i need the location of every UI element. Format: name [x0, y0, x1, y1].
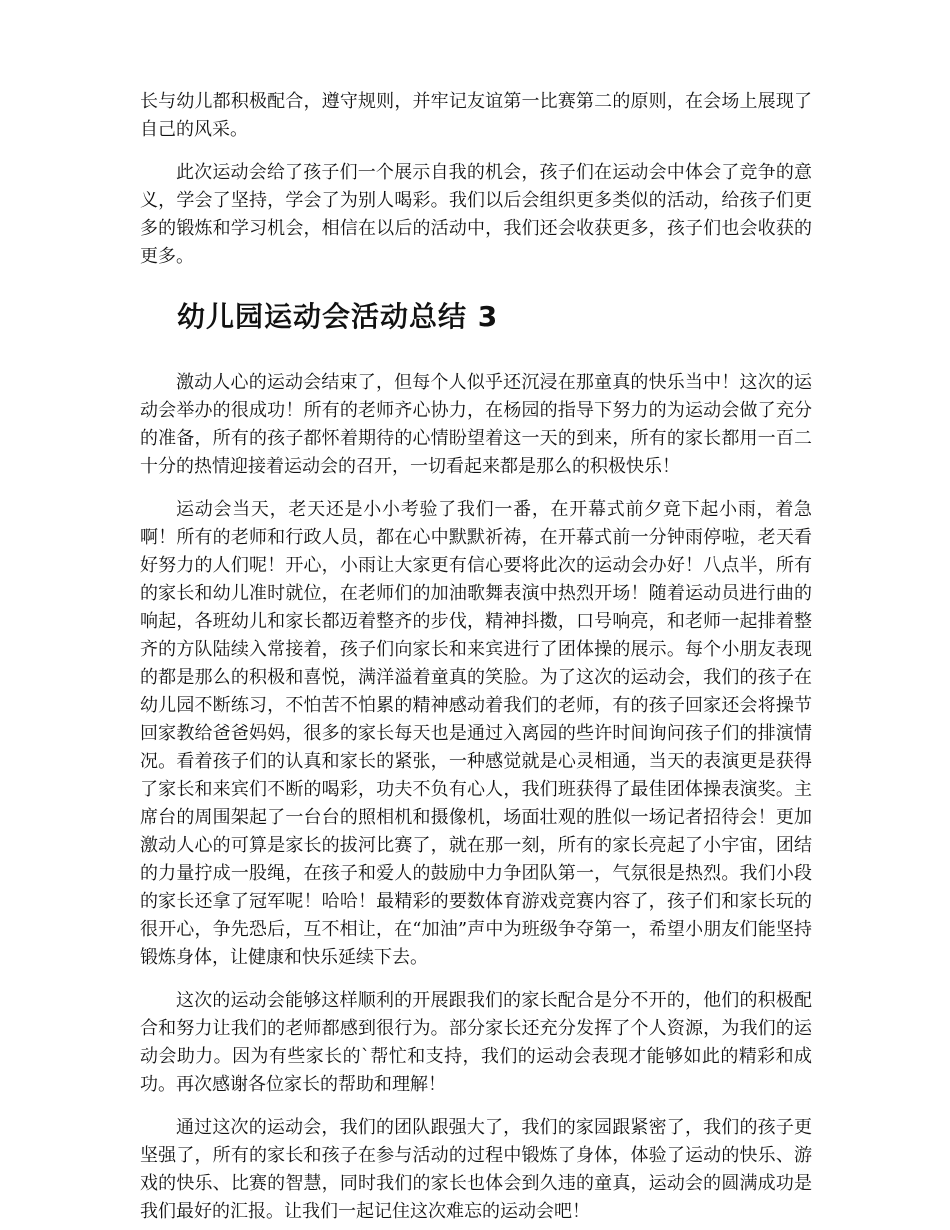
paragraph-continued: 长与幼儿都积极配合，遵守规则，并牢记友谊第一比赛第二的原则，在会场上展现了自己的风采。 — [140, 91, 812, 140]
spacer — [140, 972, 812, 987]
paragraph: 运动会当天，老天还是小小考验了我们一番，在开幕式前夕竟下起小雨，着急啊！所有的老师和行政人员，都在心中默默祈祷，在开幕式前一分钟雨停啦，老天看好努力的人们呢！开心，小雨让大家更有信心要将此次的运动会办好！八点半，所有的家长和幼儿准时就位，在老师们的加油歌舞表演中热烈开场！随着运动员进行曲的响起，各班幼儿和家长都迈着整齐的步伐，精神抖擞，口号响亮，和老师一起排着整齐的方队陆续入常接着，孩子们向家长和来宾进行了团体操的展示。每个小朋友表现的都是那么的积极和喜悦，满洋溢着童真的笑脸。为了这次的运动会，我们的孩子在幼儿园不断练习，不怕苦不怕累的精神感动着我们的老师，有的孩子回家还会将操节回家教给爸爸妈妈，很多的家长每天也是通过入离园的些许时间询问孩子们的排演情况。看着孩子们的认真和家长的紧张，一种感觉就是心灵相通，当天的表演更是获得了家长和来宾们不断的喝彩，功夫不负有心人，我们班获得了最佳团体操表演奖。主席台的周围架起了一台台的照相机和摄像机，场面壮观的胜似一场记者招待会！更加激动人心的可算是家长的拔河比赛了，就在那一刻，所有的家长亮起了小宇宙，团结的力量拧成一股绳，在孩子和爱人的鼓励中力争团队第一，气氛很是热烈。我们小段的家长还拿了冠军呢！哈哈！最精彩的要数体育游戏竞赛内容了，孩子们和家长玩的很开心，争先恐后，互不相让，在“加油”声中为班级争夺第一，希望小朋友们能坚持锻炼身体，让健康和快乐延续下去。 — [140, 499, 812, 968]
spacer — [140, 271, 812, 299]
paragraph: 此次运动会给了孩子们一个展示自我的机会，孩子们在运动会中体会了竞争的意义，学会了坚持，学会了为别人喝彩。我们以后会组织更多类似的活动，给孩子们更多的锻炼和学习机会，相信在以后的活动中，我们还会收获更多，孩子们也会收获的更多。 — [140, 162, 812, 267]
paragraph: 通过这次的运动会，我们的团队跟强大了，我们的家园跟紧密了，我们的孩子更坚强了，所有的家长和孩子在参与活动的过程中锻炼了身体，体验了运动的快乐、游戏的快乐、比赛的智慧，同时我们的家长也体会到久违的童真，运动会的圆满成功是我们最好的汇报。让我们一起记住这次难忘的运动会吧！ — [140, 1117, 812, 1222]
paragraph: 激动人心的运动会结束了，但每个人似乎还沉浸在那童真的快乐当中！这次的运动会举办的很成功！所有的老师齐心协力，在杨园的指导下努力的为运动会做了充分的准备，所有的孩子都怀着期待的心情盼望着这一天的到来，所有的家长都用一百二十分的热情迎接着运动会的召开，一切看起来都是那么的积极快乐！ — [140, 372, 812, 477]
spacer — [140, 144, 812, 159]
spacer — [140, 481, 812, 496]
paragraph: 这次的运动会能够这样顺利的开展跟我们的家长配合是分不开的，他们的积极配合和努力让我们的老师都感到很行为。部分家长还充分发挥了个人资源，为我们的运动会助力。因为有些家长的`帮忙和支持，我们的运动会表现才能够如此的精彩和成功。再次感谢各位家长的帮助和理解！ — [140, 990, 812, 1095]
spacer — [140, 335, 812, 369]
section-heading: 幼儿园运动会活动总结 3 — [177, 300, 499, 333]
spacer — [140, 1099, 812, 1114]
